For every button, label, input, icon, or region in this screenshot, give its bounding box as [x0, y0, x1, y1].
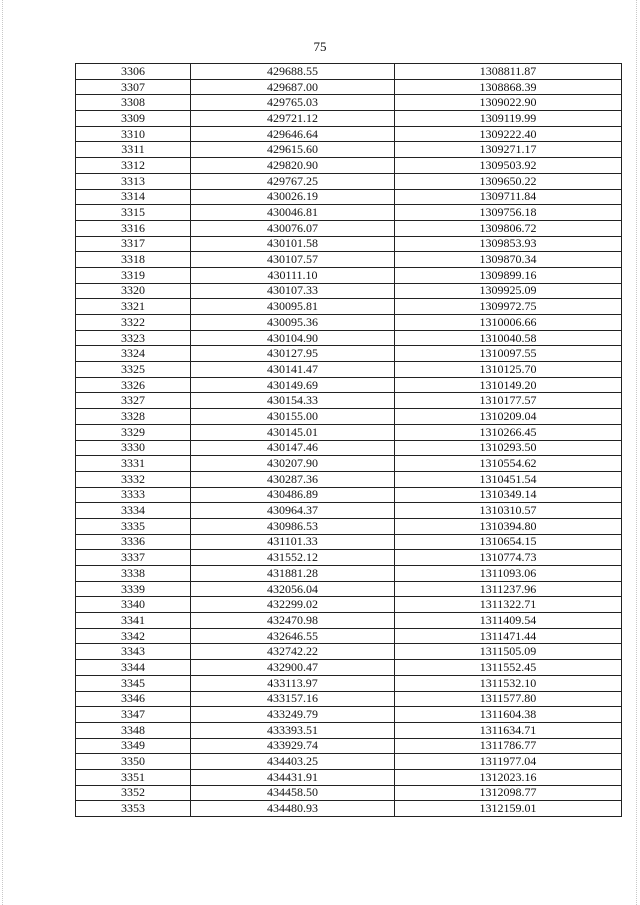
y-coordinate-cell: 1310006.66 [395, 315, 622, 331]
table-row [76, 64, 622, 80]
table-row [76, 691, 622, 707]
x-coordinate-cell: 430145.01 [191, 424, 395, 440]
table-row [76, 754, 622, 770]
x-coordinate-cell: 432742.22 [191, 644, 395, 660]
point-number-cell: 3325 [76, 362, 191, 378]
table-row [76, 315, 622, 331]
y-coordinate-cell: 1311577.80 [395, 691, 622, 707]
point-number-cell: 3314 [76, 189, 191, 205]
table-row [76, 220, 622, 236]
x-coordinate-cell: 430111.10 [191, 267, 395, 283]
point-number-cell: 3341 [76, 613, 191, 629]
x-coordinate-cell: 429767.25 [191, 173, 395, 189]
table-row [76, 660, 622, 676]
point-number-cell: 3331 [76, 456, 191, 472]
point-number-cell: 3315 [76, 205, 191, 221]
point-number-cell: 3323 [76, 330, 191, 346]
point-number-cell: 3340 [76, 597, 191, 613]
table-row [76, 440, 622, 456]
y-coordinate-cell: 1310554.62 [395, 456, 622, 472]
table-row [76, 236, 622, 252]
y-coordinate-cell: 1311093.06 [395, 566, 622, 582]
point-number-cell: 3335 [76, 518, 191, 534]
table-row [76, 79, 622, 95]
point-number-cell: 3337 [76, 550, 191, 566]
point-number-cell: 3321 [76, 299, 191, 315]
x-coordinate-cell: 429688.55 [191, 64, 395, 80]
y-coordinate-cell: 1309853.93 [395, 236, 622, 252]
x-coordinate-cell: 432299.02 [191, 597, 395, 613]
point-number-cell: 3332 [76, 471, 191, 487]
point-number-cell: 3308 [76, 95, 191, 111]
point-number-cell: 3326 [76, 377, 191, 393]
y-coordinate-cell: 1310310.57 [395, 503, 622, 519]
x-coordinate-cell: 429765.03 [191, 95, 395, 111]
y-coordinate-cell: 1311532.10 [395, 675, 622, 691]
table-row [76, 628, 622, 644]
y-coordinate-cell: 1311604.38 [395, 707, 622, 723]
y-coordinate-cell: 1311552.45 [395, 660, 622, 676]
table-row [76, 613, 622, 629]
point-number-cell: 3342 [76, 628, 191, 644]
x-coordinate-cell: 430104.90 [191, 330, 395, 346]
y-coordinate-cell: 1310349.14 [395, 487, 622, 503]
table-row [76, 534, 622, 550]
x-coordinate-cell: 433113.97 [191, 675, 395, 691]
x-coordinate-cell: 430207.90 [191, 456, 395, 472]
x-coordinate-cell: 432646.55 [191, 628, 395, 644]
page-number: 75 [313, 39, 327, 54]
x-coordinate-cell: 430149.69 [191, 377, 395, 393]
x-coordinate-cell: 430155.00 [191, 409, 395, 425]
table-row [76, 95, 622, 111]
table-row [76, 518, 622, 534]
table-row [76, 126, 622, 142]
table-row [76, 142, 622, 158]
table-row [76, 801, 622, 817]
y-coordinate-cell: 1310451.54 [395, 471, 622, 487]
y-coordinate-cell: 1309925.09 [395, 283, 622, 299]
point-number-cell: 3349 [76, 738, 191, 754]
x-coordinate-cell: 430127.95 [191, 346, 395, 362]
point-number-cell: 3329 [76, 424, 191, 440]
x-coordinate-cell: 430095.36 [191, 315, 395, 331]
x-coordinate-cell: 433157.16 [191, 691, 395, 707]
point-number-cell: 3328 [76, 409, 191, 425]
point-number-cell: 3353 [76, 801, 191, 817]
x-coordinate-cell: 430107.57 [191, 252, 395, 268]
y-coordinate-cell: 1310654.15 [395, 534, 622, 550]
y-coordinate-cell: 1309756.18 [395, 205, 622, 221]
y-coordinate-cell: 1310149.20 [395, 377, 622, 393]
y-coordinate-cell: 1311471.44 [395, 628, 622, 644]
point-number-cell: 3319 [76, 267, 191, 283]
y-coordinate-cell: 1312023.16 [395, 769, 622, 785]
table-row [76, 409, 622, 425]
y-coordinate-cell: 1310293.50 [395, 440, 622, 456]
point-number-cell: 3343 [76, 644, 191, 660]
point-number-cell: 3351 [76, 769, 191, 785]
table-row [76, 738, 622, 754]
table-row [76, 769, 622, 785]
y-coordinate-cell: 1309711.84 [395, 189, 622, 205]
y-coordinate-cell: 1310394.80 [395, 518, 622, 534]
scan-edge-left [2, 0, 3, 905]
x-coordinate-cell: 430147.46 [191, 440, 395, 456]
point-number-cell: 3344 [76, 660, 191, 676]
table-row [76, 675, 622, 691]
table-row [76, 173, 622, 189]
x-coordinate-cell: 430154.33 [191, 393, 395, 409]
y-coordinate-cell: 1310040.58 [395, 330, 622, 346]
table-row [76, 550, 622, 566]
point-number-cell: 3334 [76, 503, 191, 519]
table-row [76, 158, 622, 174]
x-coordinate-cell: 430986.53 [191, 518, 395, 534]
table-row [76, 267, 622, 283]
point-number-cell: 3339 [76, 581, 191, 597]
y-coordinate-cell: 1309271.17 [395, 142, 622, 158]
y-coordinate-cell: 1310177.57 [395, 393, 622, 409]
y-coordinate-cell: 1308811.87 [395, 64, 622, 80]
point-number-cell: 3309 [76, 111, 191, 127]
y-coordinate-cell: 1311505.09 [395, 644, 622, 660]
y-coordinate-cell: 1309119.99 [395, 111, 622, 127]
x-coordinate-cell: 434403.25 [191, 754, 395, 770]
y-coordinate-cell: 1309022.90 [395, 95, 622, 111]
x-coordinate-cell: 433249.79 [191, 707, 395, 723]
y-coordinate-cell: 1308868.39 [395, 79, 622, 95]
point-number-cell: 3352 [76, 785, 191, 801]
x-coordinate-cell: 434458.50 [191, 785, 395, 801]
y-coordinate-cell: 1309899.16 [395, 267, 622, 283]
y-coordinate-cell: 1311786.77 [395, 738, 622, 754]
table-row [76, 299, 622, 315]
point-number-cell: 3345 [76, 675, 191, 691]
x-coordinate-cell: 430486.89 [191, 487, 395, 503]
table-row [76, 471, 622, 487]
x-coordinate-cell: 431552.12 [191, 550, 395, 566]
point-number-cell: 3330 [76, 440, 191, 456]
x-coordinate-cell: 430046.81 [191, 205, 395, 221]
point-number-cell: 3306 [76, 64, 191, 80]
table-row [76, 597, 622, 613]
point-number-cell: 3333 [76, 487, 191, 503]
point-number-cell: 3312 [76, 158, 191, 174]
y-coordinate-cell: 1310774.73 [395, 550, 622, 566]
x-coordinate-cell: 434431.91 [191, 769, 395, 785]
x-coordinate-cell: 431881.28 [191, 566, 395, 582]
y-coordinate-cell: 1312159.01 [395, 801, 622, 817]
y-coordinate-cell: 1309222.40 [395, 126, 622, 142]
x-coordinate-cell: 429615.60 [191, 142, 395, 158]
table-row [76, 424, 622, 440]
y-coordinate-cell: 1311237.96 [395, 581, 622, 597]
x-coordinate-cell: 430141.47 [191, 362, 395, 378]
y-coordinate-cell: 1310097.55 [395, 346, 622, 362]
table-row [76, 252, 622, 268]
table-row [76, 581, 622, 597]
table-row [76, 644, 622, 660]
table-row [76, 111, 622, 127]
point-number-cell: 3318 [76, 252, 191, 268]
x-coordinate-cell: 430095.81 [191, 299, 395, 315]
y-coordinate-cell: 1311322.71 [395, 597, 622, 613]
point-number-cell: 3307 [76, 79, 191, 95]
x-coordinate-cell: 434480.93 [191, 801, 395, 817]
x-coordinate-cell: 429820.90 [191, 158, 395, 174]
y-coordinate-cell: 1311634.71 [395, 722, 622, 738]
table-row [76, 487, 622, 503]
point-number-cell: 3338 [76, 566, 191, 582]
y-coordinate-cell: 1311409.54 [395, 613, 622, 629]
point-number-cell: 3346 [76, 691, 191, 707]
x-coordinate-cell: 433929.74 [191, 738, 395, 754]
y-coordinate-cell: 1310209.04 [395, 409, 622, 425]
x-coordinate-cell: 430076.07 [191, 220, 395, 236]
x-coordinate-cell: 430107.33 [191, 283, 395, 299]
point-number-cell: 3310 [76, 126, 191, 142]
y-coordinate-cell: 1309650.22 [395, 173, 622, 189]
point-number-cell: 3327 [76, 393, 191, 409]
y-coordinate-cell: 1309503.92 [395, 158, 622, 174]
table-row [76, 566, 622, 582]
table-row [76, 393, 622, 409]
point-number-cell: 3347 [76, 707, 191, 723]
table-row [76, 456, 622, 472]
point-number-cell: 3316 [76, 220, 191, 236]
x-coordinate-cell: 432056.04 [191, 581, 395, 597]
table-row [76, 707, 622, 723]
point-number-cell: 3317 [76, 236, 191, 252]
y-coordinate-cell: 1309870.34 [395, 252, 622, 268]
x-coordinate-cell: 430287.36 [191, 471, 395, 487]
y-coordinate-cell: 1312098.77 [395, 785, 622, 801]
point-number-cell: 3313 [76, 173, 191, 189]
table-row [76, 503, 622, 519]
table-row [76, 330, 622, 346]
coordinates-table [75, 63, 622, 817]
y-coordinate-cell: 1311977.04 [395, 754, 622, 770]
point-number-cell: 3311 [76, 142, 191, 158]
table-row [76, 189, 622, 205]
point-number-cell: 3322 [76, 315, 191, 331]
x-coordinate-cell: 430101.58 [191, 236, 395, 252]
y-coordinate-cell: 1309806.72 [395, 220, 622, 236]
x-coordinate-cell: 430026.19 [191, 189, 395, 205]
x-coordinate-cell: 429687.00 [191, 79, 395, 95]
x-coordinate-cell: 431101.33 [191, 534, 395, 550]
point-number-cell: 3348 [76, 722, 191, 738]
point-number-cell: 3350 [76, 754, 191, 770]
x-coordinate-cell: 432470.98 [191, 613, 395, 629]
x-coordinate-cell: 430964.37 [191, 503, 395, 519]
y-coordinate-cell: 1310125.70 [395, 362, 622, 378]
table-row [76, 722, 622, 738]
x-coordinate-cell: 432900.47 [191, 660, 395, 676]
point-number-cell: 3324 [76, 346, 191, 362]
y-coordinate-cell: 1310266.45 [395, 424, 622, 440]
table-row [76, 362, 622, 378]
table-row [76, 283, 622, 299]
table-row [76, 377, 622, 393]
table-row [76, 205, 622, 221]
table-row [76, 785, 622, 801]
scan-edge-right [636, 0, 637, 905]
y-coordinate-cell: 1309972.75 [395, 299, 622, 315]
point-number-cell: 3320 [76, 283, 191, 299]
x-coordinate-cell: 429721.12 [191, 111, 395, 127]
x-coordinate-cell: 433393.51 [191, 722, 395, 738]
coordinates-table-body [76, 64, 622, 817]
x-coordinate-cell: 429646.64 [191, 126, 395, 142]
table-row [76, 346, 622, 362]
point-number-cell: 3336 [76, 534, 191, 550]
